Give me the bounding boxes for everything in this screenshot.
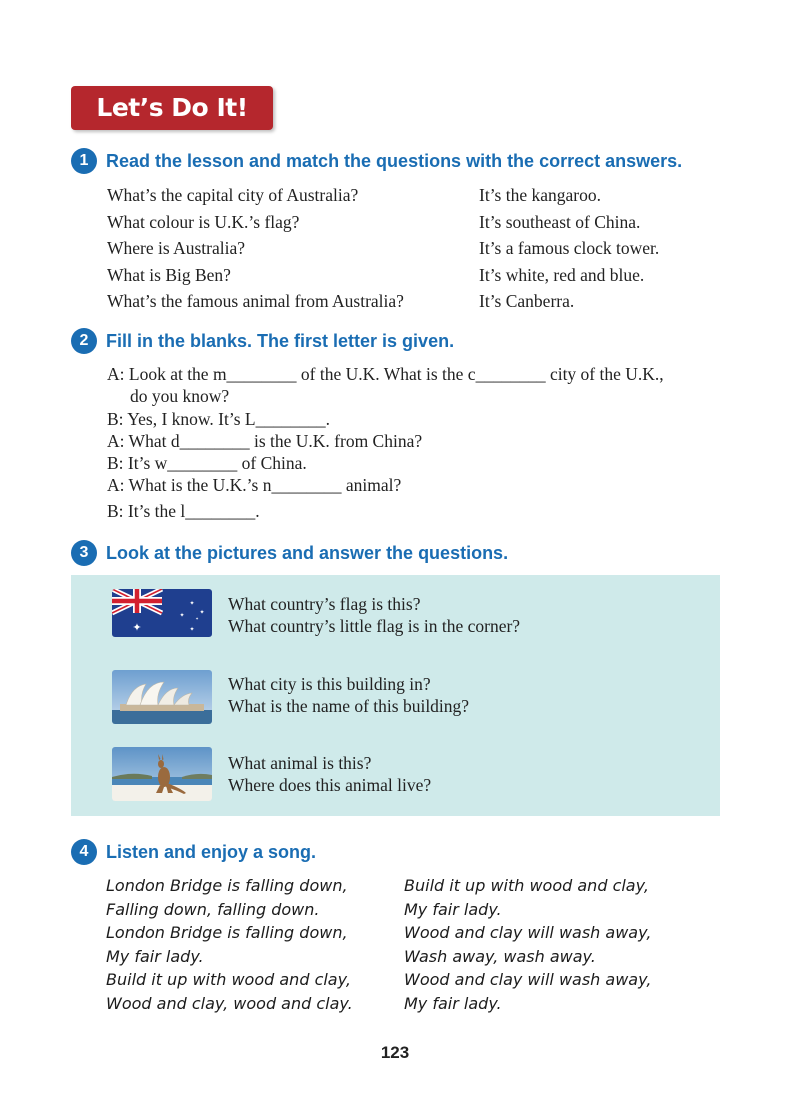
- song-line: Wood and clay will wash away,: [404, 970, 652, 989]
- song-line: Wash away, wash away.: [404, 947, 596, 966]
- sydney-opera-house-image: [112, 670, 212, 724]
- dialogue-line: B: It’s w________ of China.: [107, 453, 307, 473]
- section-4-heading: [71, 838, 316, 866]
- song-line: My fair lady.: [106, 947, 204, 966]
- svg-text:✦: ✦: [179, 613, 185, 619]
- section-number-badge: 2: [71, 328, 97, 354]
- lets-do-it-banner: Let’s Do It!: [71, 86, 273, 130]
- match-question: What’s the famous animal from Australia?: [107, 291, 404, 311]
- song-line: London Bridge is falling down,: [106, 923, 348, 942]
- section-number-badge: 1: [71, 148, 97, 174]
- match-question: What is Big Ben?: [107, 265, 231, 285]
- song-line: My fair lady.: [404, 900, 502, 919]
- match-answer: It’s the kangaroo.: [479, 185, 601, 205]
- match-answer: It’s southeast of China.: [479, 212, 641, 232]
- section-title: Fill in the blanks. The first letter is given.: [106, 330, 455, 351]
- dialogue-line: A: What is the U.K.’s n________ animal?: [107, 475, 402, 495]
- section-3-heading: [71, 539, 508, 567]
- song-line: Wood and clay, wood and clay.: [106, 994, 353, 1013]
- dialogue-line: B: Yes, I know. It’s L________.: [107, 409, 330, 429]
- match-question: What colour is U.K.’s flag?: [107, 212, 300, 232]
- picture-question: Where does this animal live?: [228, 775, 432, 795]
- svg-text:✦: ✦: [195, 616, 199, 621]
- song-line: London Bridge is falling down,: [106, 876, 348, 895]
- picture-question: What is the name of this building?: [228, 696, 470, 716]
- section-number-badge: 4: [71, 839, 97, 865]
- song-line: Build it up with wood and clay,: [106, 970, 351, 989]
- section-title: Look at the pictures and answer the questions.: [106, 542, 509, 563]
- svg-text:✦: ✦: [189, 627, 195, 633]
- match-answer: It’s a famous clock tower.: [479, 238, 660, 258]
- section-title: Listen and enjoy a song.: [106, 841, 317, 862]
- song-line: Build it up with wood and clay,: [404, 876, 649, 895]
- section-2-heading: [71, 327, 454, 355]
- song-line: Falling down, falling down.: [106, 900, 320, 919]
- dialogue-line: A: What d________ is the U.K. from China?: [107, 431, 423, 451]
- match-answer: It’s Canberra.: [479, 291, 575, 311]
- picture-question: What city is this building in?: [228, 674, 431, 694]
- australia-flag-image: [112, 589, 212, 637]
- match-answer: It’s white, red and blue.: [479, 265, 645, 285]
- picture-question: What country’s flag is this?: [228, 594, 421, 614]
- svg-text:✦: ✦: [189, 601, 195, 607]
- picture-question: What country’s little flag is in the corner?: [228, 616, 521, 636]
- page-number: 123: [380, 1043, 410, 1062]
- dialogue-line: do you know?: [130, 386, 230, 406]
- kangaroo-image: [112, 747, 212, 801]
- dialogue-line: A: Look at the m________ of the U.K. What is the c________ city of the U.K.,: [107, 364, 664, 384]
- song-line: Wood and clay will wash away,: [404, 923, 652, 942]
- section-1-heading: [71, 147, 682, 175]
- section-number-badge: 3: [71, 540, 97, 566]
- svg-text:✦: ✦: [199, 610, 205, 616]
- svg-text:✦: ✦: [132, 622, 142, 634]
- section-title: Read the lesson and match the questions with the correct answers.: [106, 150, 683, 171]
- match-question: What’s the capital city of Australia?: [107, 185, 359, 205]
- match-question: Where is Australia?: [107, 238, 246, 258]
- picture-question: What animal is this?: [228, 753, 372, 773]
- dialogue-line: B: It’s the l________.: [107, 501, 260, 521]
- song-line: My fair lady.: [404, 994, 502, 1013]
